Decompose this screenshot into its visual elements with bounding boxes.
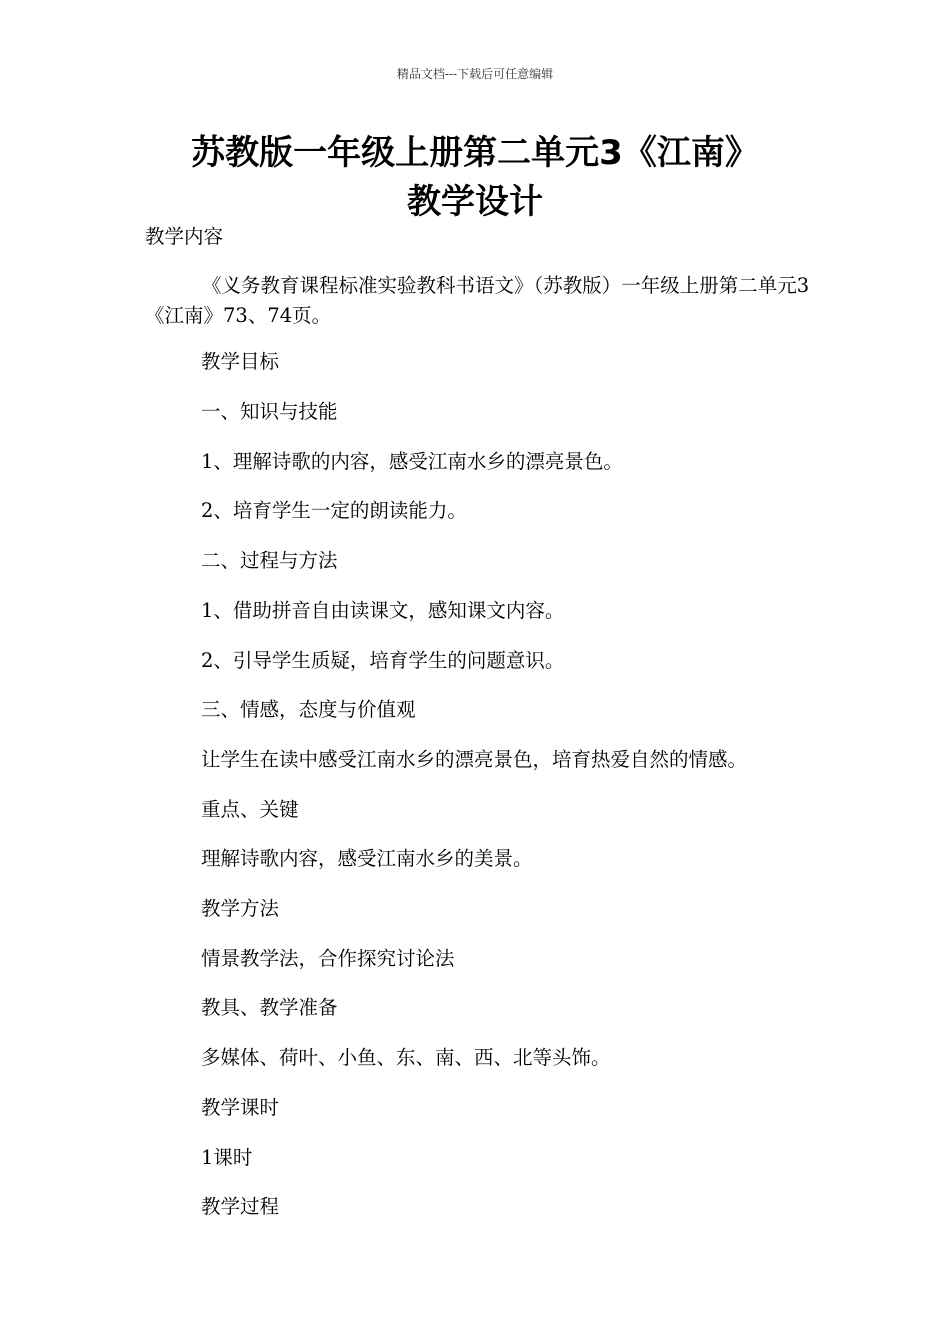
class-hours-text: 1课时 — [201, 1146, 253, 1169]
process-item-1: 1、借助拼音自由读课文，感知课文内容。 — [201, 599, 565, 622]
content-paragraph: 《义务教育课程标准实验教科书语文》（苏教版）一年级上册第二单元3《江南》73、74页。 — [145, 274, 810, 327]
heading-emotion-values: 三、情感，态度与价值观 — [201, 698, 416, 721]
heading-knowledge-skills: 一、知识与技能 — [201, 400, 338, 423]
teaching-aids-text: 多媒体、荷叶、小鱼、东、南、西、北等头饰。 — [201, 1046, 611, 1069]
heading-teaching-methods: 教学方法 — [201, 897, 280, 920]
document-title-line-2: 教学设计 — [407, 182, 543, 222]
heading-class-hours: 教学课时 — [201, 1096, 280, 1119]
emotion-goal-text: 让学生在读中感受江南水乡的漂亮景色，培育热爱自然的情感。 — [201, 748, 748, 771]
heading-key-points: 重点、关键 — [201, 798, 299, 821]
heading-teaching-process: 教学过程 — [201, 1195, 280, 1218]
heading-process-methods: 二、过程与方法 — [201, 549, 338, 572]
process-item-2: 2、引导学生质疑，培育学生的问题意识。 — [201, 649, 565, 672]
document-title-line-1: 苏教版一年级上册第二单元3《江南》 — [191, 133, 759, 173]
heading-teaching-goals: 教学目标 — [201, 350, 280, 373]
heading-teaching-aids: 教具、教学准备 — [201, 996, 338, 1019]
teaching-methods-text: 情景教学法，合作探究讨论法 — [201, 947, 455, 970]
goal-item-2: 2、培育学生一定的朗读能力。 — [201, 499, 467, 522]
key-points-text: 理解诗歌内容，感受江南水乡的美景。 — [201, 847, 533, 870]
header-note: 精品文档---下载后可任意编辑 — [396, 67, 554, 81]
section-heading-teaching-content: 教学内容 — [145, 225, 224, 248]
goal-item-1: 1、理解诗歌的内容，感受江南水乡的漂亮景色。 — [201, 450, 623, 473]
